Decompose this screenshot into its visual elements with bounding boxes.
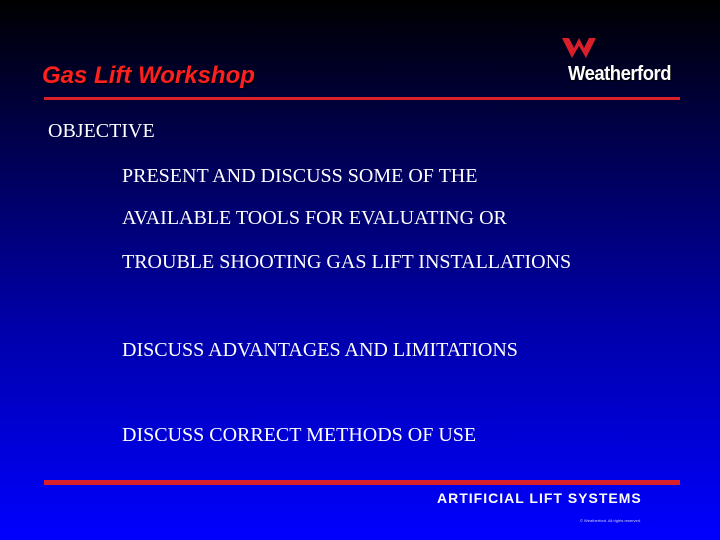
footer-divider bbox=[44, 480, 680, 485]
objective-line: AVAILABLE TOOLS FOR EVALUATING OR bbox=[122, 207, 507, 229]
objective-heading: OBJECTIVE bbox=[48, 120, 155, 142]
objective-line: PRESENT AND DISCUSS SOME OF THE bbox=[122, 165, 478, 187]
footer-label: ARTIFICIAL LIFT SYSTEMS bbox=[437, 490, 642, 506]
company-logo-text: Weatherford bbox=[568, 63, 671, 85]
objective-line: DISCUSS CORRECT METHODS OF USE bbox=[122, 424, 477, 446]
weatherford-w-icon bbox=[562, 36, 596, 60]
header-divider bbox=[44, 97, 680, 100]
objective-line: TROUBLE SHOOTING GAS LIFT INSTALLATIONS bbox=[122, 251, 572, 273]
copyright-notice: © Weatherford. All rights reserved. bbox=[580, 518, 642, 523]
slide-title: Gas Lift Workshop bbox=[42, 62, 255, 89]
objective-line: DISCUSS ADVANTAGES AND LIMITATIONS bbox=[122, 339, 518, 361]
